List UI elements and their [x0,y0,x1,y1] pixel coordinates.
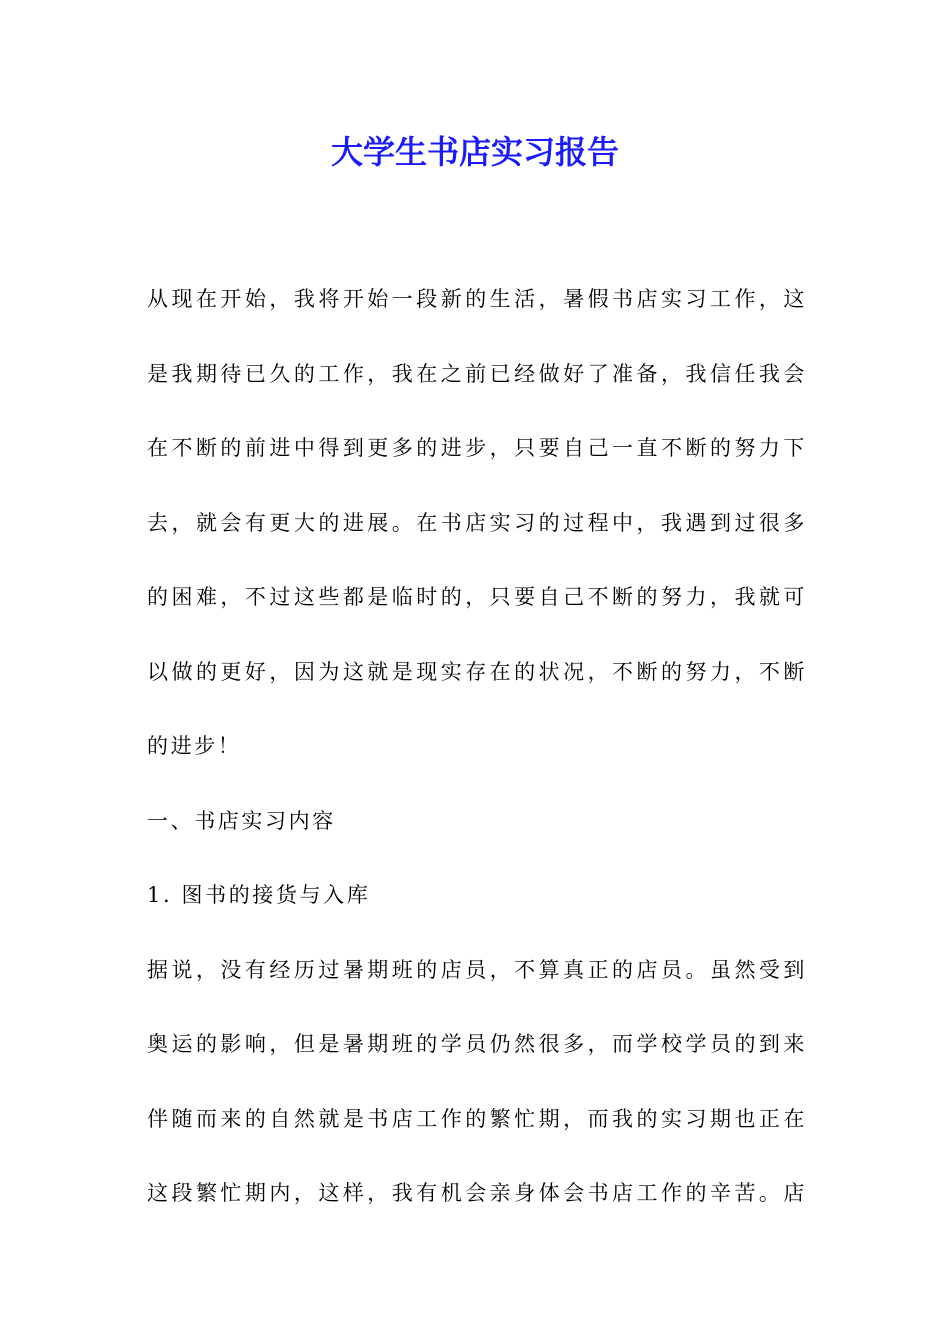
body-line: 从现在开始，我将开始一段新的生活，暑假书店实习工作，这 [147,287,807,311]
body-line: 奥运的影响，但是暑期班的学员仍然很多，而学校学员的到来 [147,1032,807,1056]
body-line: 是我期待已久的工作，我在之前已经做好了准备，我信任我会 [147,361,807,386]
body-line: 的进步！ [147,734,242,758]
body-line: 据说，没有经历过暑期班的店员，不算真正的店员。虽然受到 [147,957,807,982]
subsection-heading: 1. 图书的接货与入库 [147,883,371,907]
body-line: 的困难，不过这些都是临时的，只要自己不断的努力，我就可 [147,585,807,609]
section-heading: 一、书店实习内容 [147,808,336,833]
body-line: 伴随而来的自然就是书店工作的繁忙期，而我的实习期也正在 [147,1106,807,1131]
body-line: 在不断的前进中得到更多的进步，只要自己一直不断的努力下 [147,436,807,460]
body-line: 这段繁忙期内，这样，我有机会亲身体会书店工作的辛苦。店 [147,1181,807,1205]
body-line: 去，就会有更大的进展。在书店实习的过程中，我遇到过很多 [147,510,807,535]
body-line: 以做的更好，因为这就是现实存在的状况，不断的努力，不断 [147,659,807,684]
document-body [147,262,807,1231]
document-title: 大学生书店实习报告 [330,133,619,171]
